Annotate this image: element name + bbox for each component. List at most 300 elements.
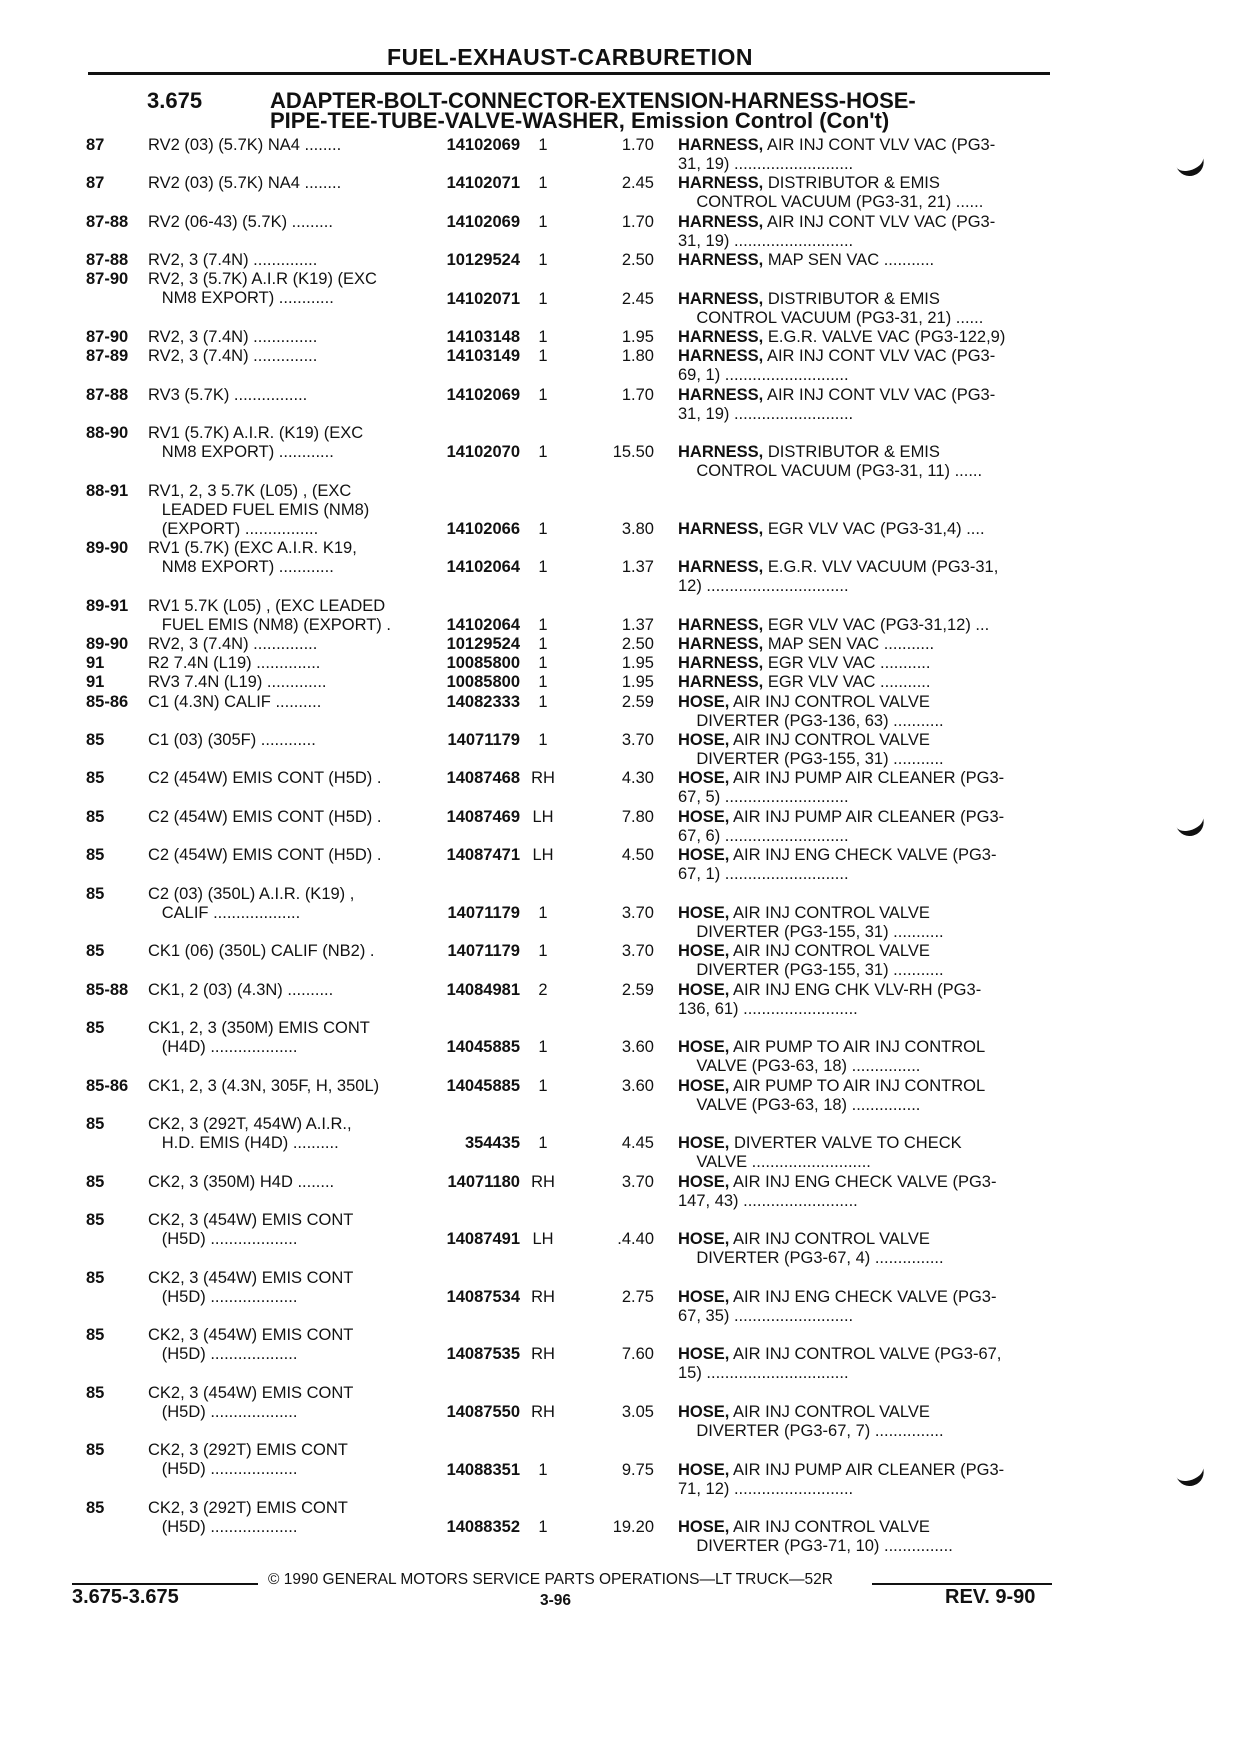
application-description: RV2, 3 (7.4N) .............. [148, 251, 318, 270]
price: 2.75 [621, 1287, 654, 1306]
model-year: 85 [86, 1383, 105, 1402]
price: 1.70 [621, 136, 654, 154]
application-description: CK2, 3 (292T) EMIS CONT (H5D) ................... [148, 1441, 348, 1479]
model-year: 85 [86, 1172, 105, 1191]
part-number: 14087550 [446, 1402, 520, 1421]
copyright: © 1990 GENERAL MOTORS SERVICE PARTS OPERATIONS—LT TRUCK—52R [268, 1571, 833, 1588]
quantity: RH [531, 769, 555, 788]
part-name-keyword: HARNESS, [678, 654, 764, 673]
part-name [678, 558, 1043, 596]
quantity: LH [532, 846, 554, 865]
part-row [0, 1384, 1255, 1442]
price: 3.70 [621, 1172, 654, 1191]
part-number: 14045885 [446, 1038, 520, 1057]
part-name [678, 635, 1043, 654]
model-year: 87 [86, 136, 105, 154]
part-name [678, 443, 1043, 481]
part-name-detail: EGR VLV VAC (PG3-31,4) .... [763, 519, 985, 538]
model-year: 88-90 [86, 423, 129, 442]
part-name-keyword: HARNESS, [678, 519, 764, 538]
part-name [678, 136, 1043, 174]
model-year: 87 [86, 174, 105, 193]
quantity: 1 [538, 1038, 548, 1057]
part-name-keyword: HOSE, [678, 1287, 730, 1306]
part-name-detail: AIR INJ CONTROL VALVE DIVERTER (PG3-155, 31) ........... [696, 942, 944, 980]
part-name [678, 616, 1043, 635]
application-description: RV2, 3 (5.7K) A.I.R (K19) (EXC NM8 EXPORT) ............ [148, 270, 377, 308]
part-number: 10129524 [446, 635, 520, 654]
part-number: 14102069 [446, 212, 520, 231]
part-name-detail: EGR VLV VAC (PG3-31,12) ... [763, 615, 990, 634]
quantity: RH [531, 1172, 555, 1191]
part-row [0, 1211, 1255, 1269]
price: 3.70 [621, 942, 654, 961]
model-year: 85 [86, 1326, 105, 1345]
part-number: 14087468 [446, 769, 520, 788]
part-name-keyword: HOSE, [678, 846, 730, 865]
application-description: RV1 (5.7K) A.I.R. (K19) (EXC NM8 EXPORT) ............ [148, 423, 364, 461]
application-description: C2 (454W) EMIS CONT (H5D) . [148, 769, 382, 788]
part-name-keyword: HOSE, [678, 692, 730, 711]
part-name-keyword: HOSE, [678, 769, 730, 788]
part-name [678, 213, 1043, 251]
model-year: 85-86 [86, 692, 129, 711]
part-name [678, 942, 1043, 980]
part-name-detail: AIR INJ ENG CHK VLV-RH (PG3- 136, 61) ......................... [678, 980, 982, 1018]
part-name-detail: AIR PUMP TO AIR INJ CONTROL VALVE (PG3-63, 18) ............... [696, 1038, 986, 1076]
quantity: 1 [538, 385, 548, 404]
quantity: RH [531, 1402, 555, 1421]
part-name-keyword: HARNESS, [678, 635, 764, 654]
quantity: 1 [538, 1518, 548, 1537]
part-name [678, 347, 1043, 385]
parts-list [0, 136, 1255, 1557]
part-name [678, 1345, 1043, 1383]
part-name-detail: DISTRIBUTOR & EMIS CONTROL VACUUM (PG3-31, 21) ...... [696, 289, 984, 327]
model-year: 85-86 [86, 1076, 129, 1095]
part-name [678, 386, 1043, 424]
application-description: C2 (03) (350L) A.I.R. (K19) , CALIF ................... [148, 884, 355, 922]
part-name [678, 1038, 1043, 1076]
quantity: 1 [538, 174, 548, 193]
price: 3.70 [621, 731, 654, 750]
part-row [0, 1173, 1255, 1211]
price: 1.95 [621, 327, 654, 346]
part-name-detail: AIR PUMP TO AIR INJ CONTROL VALVE (PG3-63, 18) ............... [696, 1076, 986, 1114]
application-description: C1 (03) (305F) ............ [148, 731, 316, 750]
part-number: 354435 [464, 1134, 520, 1153]
part-name-detail: AIR INJ PUMP AIR CLEANER (PG3- 67, 6) ........................... [678, 807, 1005, 845]
quantity: 1 [538, 289, 548, 308]
model-year: 88-91 [86, 481, 129, 500]
part-name-detail: AIR INJ PUMP AIR CLEANER (PG3- 67, 5) ........................... [678, 769, 1005, 807]
part-row [0, 885, 1255, 943]
part-name-detail: AIR INJ ENG CHECK VALVE (PG3- 67, 35) .......................... [678, 1287, 997, 1325]
application-description: RV2 (03) (5.7K) NA4 ........ [148, 136, 342, 154]
part-name-keyword: HOSE, [678, 1230, 730, 1249]
part-name [678, 520, 1043, 539]
model-year: 87-90 [86, 327, 129, 346]
part-name-keyword: HOSE, [678, 1134, 730, 1153]
price: 7.80 [621, 807, 654, 826]
part-name-detail: EGR VLV VAC ........... [763, 654, 931, 673]
price: 2.59 [621, 980, 654, 999]
part-row [0, 482, 1255, 540]
part-number: 14102069 [446, 136, 520, 154]
part-name [678, 769, 1043, 807]
part-name-keyword: HOSE, [678, 942, 730, 961]
part-name-keyword: HARNESS, [678, 385, 764, 404]
part-name-detail: AIR INJ CONTROL VALVE DIVERTER (PG3-67, 4) ............... [696, 1230, 944, 1268]
part-number: 14084981 [446, 980, 520, 999]
part-name-keyword: HARNESS, [678, 327, 764, 346]
part-row [0, 213, 1255, 251]
model-year: 85 [86, 884, 105, 903]
model-year: 87-89 [86, 347, 129, 366]
part-number: 14102069 [446, 385, 520, 404]
application-description: RV2 (06-43) (5.7K) ......... [148, 212, 333, 231]
part-name-keyword: HARNESS, [678, 174, 764, 193]
part-name-keyword: HARNESS, [678, 673, 764, 692]
application-description: CK2, 3 (292T) EMIS CONT (H5D) ................... [148, 1498, 348, 1536]
part-row [0, 328, 1255, 347]
footer-rule-left [72, 1583, 258, 1585]
part-name-detail: AIR INJ ENG CHECK VALVE (PG3- 67, 1) ........................... [678, 846, 997, 884]
price: 15.50 [612, 443, 654, 462]
quantity: 1 [538, 558, 548, 577]
group-title-line1: ADAPTER-BOLT-CONNECTOR-EXTENSION-HARNESS-HOSE- [270, 88, 916, 113]
part-name-keyword: HARNESS, [678, 615, 764, 634]
part-number: 14087535 [446, 1345, 520, 1364]
price: 2.50 [621, 251, 654, 270]
quantity: 1 [538, 251, 548, 270]
part-name [678, 1403, 1043, 1441]
part-name [678, 1230, 1043, 1268]
quantity: 1 [538, 615, 548, 634]
part-row [0, 846, 1255, 884]
application-description: RV1 (5.7K) (EXC A.I.R. K19, NM8 EXPORT) ............ [148, 539, 357, 577]
part-name-keyword: HOSE, [678, 1345, 730, 1364]
quantity: RH [531, 1345, 555, 1364]
part-name-detail: AIR INJ CONT VLV VAC (PG3- 69, 1) ........................... [678, 347, 996, 385]
part-row [0, 1115, 1255, 1173]
part-name [678, 693, 1043, 731]
quantity: 1 [538, 519, 548, 538]
part-number: 14071179 [447, 942, 520, 961]
part-name-keyword: HARNESS, [678, 347, 764, 366]
part-row [0, 654, 1255, 673]
part-row [0, 347, 1255, 385]
quantity: 1 [538, 443, 548, 462]
model-year: 85 [86, 1114, 105, 1133]
application-description: CK2, 3 (454W) EMIS CONT (H5D) ................... [148, 1383, 354, 1421]
part-name-keyword: HOSE, [678, 980, 730, 999]
price: 3.05 [621, 1402, 654, 1421]
part-name [678, 1077, 1043, 1115]
part-name [678, 1173, 1043, 1211]
quantity: 1 [538, 347, 548, 366]
price: 2.45 [621, 289, 654, 308]
part-number: 14102070 [446, 443, 520, 462]
part-row [0, 1441, 1255, 1499]
quantity: RH [531, 1287, 555, 1306]
part-name-keyword: HOSE, [678, 903, 730, 922]
application-description: RV2 (03) (5.7K) NA4 ........ [148, 174, 342, 193]
price: .4.40 [617, 1230, 654, 1249]
group-title-line2: PIPE-TEE-TUBE-VALVE-WASHER, Emission Control (Con't) [270, 108, 890, 133]
part-row [0, 1499, 1255, 1557]
part-number: 14102066 [446, 519, 520, 538]
part-name [678, 1288, 1043, 1326]
price: 1.80 [621, 347, 654, 366]
part-number: 14102071 [446, 289, 520, 308]
price: 2.45 [621, 174, 654, 193]
part-number: 14088352 [446, 1518, 520, 1537]
part-row [0, 1077, 1255, 1115]
part-name [678, 290, 1043, 328]
revision: REV. 9-90 [945, 1586, 1036, 1608]
part-number: 14087491 [446, 1230, 520, 1249]
quantity: 1 [538, 673, 548, 692]
part-name-detail: DISTRIBUTOR & EMIS CONTROL VACUUM (PG3-31, 11) ...... [696, 443, 983, 481]
model-year: 85 [86, 1018, 105, 1037]
part-name [678, 846, 1043, 884]
part-number: 10129524 [446, 251, 520, 270]
part-name-detail: DIVERTER VALVE TO CHECK VALVE .......................... [696, 1134, 962, 1172]
part-name-detail: AIR INJ CONTROL VALVE DIVERTER (PG3-71, 10) ............... [696, 1518, 953, 1556]
part-name-detail: AIR INJ CONTROL VALVE DIVERTER (PG3-155, 31) ........... [696, 731, 944, 769]
part-row [0, 174, 1255, 212]
price: 4.30 [621, 769, 654, 788]
application-description: RV2, 3 (7.4N) .............. [148, 327, 318, 346]
quantity: 1 [538, 692, 548, 711]
model-year: 87-88 [86, 385, 129, 404]
part-number: 14087469 [446, 807, 520, 826]
part-name-detail: EGR VLV VAC ........... [763, 673, 931, 692]
application-description: RV2, 3 (7.4N) .............. [148, 347, 318, 366]
model-year: 85 [86, 807, 105, 826]
part-name-keyword: HARNESS, [678, 443, 764, 462]
application-description: RV3 7.4N (L19) ............. [148, 673, 327, 692]
application-description: RV2, 3 (7.4N) .............. [148, 635, 318, 654]
part-number: 14087534 [446, 1287, 520, 1306]
model-year: 85 [86, 1441, 105, 1460]
part-row [0, 270, 1255, 328]
part-name [678, 1461, 1043, 1499]
application-description: C2 (454W) EMIS CONT (H5D) . [148, 846, 382, 865]
part-name-keyword: HARNESS, [678, 136, 764, 154]
part-number: 14071179 [447, 731, 520, 750]
quantity: LH [532, 807, 554, 826]
price: 1.70 [621, 385, 654, 404]
section-title: FUEL-EXHAUST-CARBURETION [387, 44, 753, 70]
part-name-keyword: HARNESS, [678, 251, 764, 270]
part-number: 14102064 [446, 615, 520, 634]
part-name-detail: AIR INJ CONT VLV VAC (PG3- 31, 19) .......................... [678, 212, 996, 250]
quantity: 1 [538, 635, 548, 654]
part-name [678, 673, 1043, 692]
model-year: 87-88 [86, 212, 129, 231]
application-description: CK2, 3 (454W) EMIS CONT (H5D) ................... [148, 1210, 354, 1248]
price: 2.59 [621, 692, 654, 711]
part-name-detail: AIR INJ CONT VLV VAC (PG3- 31, 19) .......................... [678, 385, 996, 423]
application-description: CK2, 3 (350M) H4D ........ [148, 1172, 335, 1191]
application-description: CK1, 2, 3 (4.3N, 305F, H, 350L) [148, 1076, 380, 1095]
application-description: CK2, 3 (454W) EMIS CONT (H5D) ................... [148, 1268, 354, 1306]
price: 1.70 [621, 212, 654, 231]
model-year: 85 [86, 846, 105, 865]
model-year: 85 [86, 1268, 105, 1287]
part-name-keyword: HOSE, [678, 1460, 730, 1479]
part-name-detail: AIR INJ CONT VLV VAC (PG3- 31, 19) .......................... [678, 136, 996, 173]
quantity: 1 [538, 942, 548, 961]
quantity: LH [532, 1230, 554, 1249]
part-number: 14102064 [446, 558, 520, 577]
price: 3.60 [621, 1038, 654, 1057]
model-year: 89-91 [86, 596, 129, 615]
part-name-keyword: HOSE, [678, 1172, 730, 1191]
application-description: RV3 (5.7K) ................ [148, 385, 308, 404]
model-year: 85 [86, 1210, 105, 1229]
part-name-detail: AIR INJ CONTROL VALVE DIVERTER (PG3-67, 7) ............... [696, 1402, 944, 1440]
part-row [0, 1019, 1255, 1077]
application-description: R2 7.4N (L19) .............. [148, 654, 321, 673]
part-number: 10085800 [446, 673, 520, 692]
part-number: 14071179 [447, 903, 520, 922]
part-number: 14088351 [446, 1460, 520, 1479]
part-name-detail: AIR INJ CONTROL VALVE (PG3-67, 15) ............................... [678, 1345, 1002, 1383]
model-year: 85 [86, 731, 105, 750]
part-name-detail: E.G.R. VALVE VAC (PG3-122,9) [763, 327, 1006, 346]
part-name-keyword: HOSE, [678, 1038, 730, 1057]
model-year: 91 [86, 673, 105, 692]
price: 1.95 [621, 673, 654, 692]
section-range: 3.675-3.675 [72, 1586, 179, 1608]
price: 1.37 [621, 615, 654, 634]
model-year: 89-90 [86, 539, 129, 558]
quantity: 1 [538, 903, 548, 922]
part-name-keyword: HOSE, [678, 731, 730, 750]
model-year: 85 [86, 1498, 105, 1517]
part-row [0, 1269, 1255, 1327]
price: 3.70 [621, 903, 654, 922]
part-name [678, 174, 1043, 212]
part-name [678, 808, 1043, 846]
part-row [0, 539, 1255, 597]
part-name-keyword: HARNESS, [678, 212, 764, 231]
part-row [0, 673, 1255, 692]
group-number: 3.675 [147, 88, 203, 113]
application-description: CK1 (06) (350L) CALIF (NB2) . [148, 942, 375, 961]
part-row [0, 731, 1255, 769]
part-number: 14103148 [446, 327, 520, 346]
application-description: CK2, 3 (454W) EMIS CONT (H5D) ................... [148, 1326, 354, 1364]
price: 2.50 [621, 635, 654, 654]
model-year: 85-88 [86, 980, 129, 999]
part-name-keyword: HARNESS, [678, 558, 764, 577]
quantity: 1 [538, 212, 548, 231]
part-name-detail: DISTRIBUTOR & EMIS CONTROL VACUUM (PG3-31, 21) ...... [696, 174, 984, 212]
quantity: 1 [538, 136, 548, 154]
quantity: 1 [538, 731, 548, 750]
price: 4.50 [621, 846, 654, 865]
part-row [0, 981, 1255, 1019]
part-name [678, 981, 1043, 1019]
quantity: 1 [538, 327, 548, 346]
part-name-detail: AIR INJ CONTROL VALVE DIVERTER (PG3-155, 31) ........... [696, 903, 944, 941]
application-description: CK2, 3 (292T, 454W) A.I.R., H.D. EMIS (H4D) .......... [148, 1114, 352, 1152]
model-year: 85 [86, 942, 105, 961]
part-name [678, 904, 1043, 942]
application-description: RV1 5.7K (L05) , (EXC LEADED FUEL EMIS (NM8) (EXPORT) . [148, 596, 391, 634]
application-description: CK1, 2, 3 (350M) EMIS CONT (H4D) ................... [148, 1018, 370, 1056]
part-number: 14102071 [446, 174, 520, 193]
application-description: RV1, 2, 3 5.7K (L05) , (EXC LEADED FUEL EMIS (NM8) (EXPORT) ................ [148, 481, 370, 538]
part-name [678, 654, 1043, 673]
price: 7.60 [621, 1345, 654, 1364]
part-name [678, 1134, 1043, 1172]
part-row [0, 769, 1255, 807]
part-row [0, 942, 1255, 980]
part-row [0, 635, 1255, 654]
part-name-keyword: HOSE, [678, 1518, 730, 1537]
part-name-detail: E.G.R. VLV VACUUM (PG3-31, 12) ............................... [678, 558, 999, 596]
model-year: 89-90 [86, 635, 129, 654]
price: 9.75 [621, 1460, 654, 1479]
quantity: 1 [538, 1076, 548, 1095]
application-description: C2 (454W) EMIS CONT (H5D) . [148, 807, 382, 826]
part-row [0, 1326, 1255, 1384]
price: 4.45 [621, 1134, 654, 1153]
application-description: C1 (4.3N) CALIF .......... [148, 692, 322, 711]
price: 1.37 [621, 558, 654, 577]
price: 19.20 [612, 1518, 654, 1537]
part-name-detail: MAP SEN VAC ........... [763, 251, 935, 270]
part-number: 14071180 [447, 1172, 520, 1191]
footer-rule-right [872, 1583, 1052, 1585]
part-number: 14087471 [446, 846, 520, 865]
part-row [0, 597, 1255, 635]
part-row [0, 693, 1255, 731]
page-number: 3-96 [540, 1592, 572, 1609]
quantity: 1 [538, 654, 548, 673]
part-row [0, 386, 1255, 424]
model-year: 87-90 [86, 270, 129, 289]
price: 3.60 [621, 1076, 654, 1095]
part-name-keyword: HOSE, [678, 1402, 730, 1421]
quantity: 2 [538, 980, 548, 999]
part-name [678, 328, 1043, 347]
part-number: 14045885 [446, 1076, 520, 1095]
model-year: 85 [86, 769, 105, 788]
part-name-detail: MAP SEN VAC ........... [763, 635, 935, 654]
part-row [0, 136, 1255, 174]
part-name-keyword: HOSE, [678, 1076, 730, 1095]
application-description: CK1, 2 (03) (4.3N) .......... [148, 980, 334, 999]
part-name-keyword: HOSE, [678, 807, 730, 826]
part-name [678, 731, 1043, 769]
price: 3.80 [621, 519, 654, 538]
part-row [0, 808, 1255, 846]
part-name [678, 1518, 1043, 1556]
quantity: 1 [538, 1134, 548, 1153]
part-name-keyword: HARNESS, [678, 289, 764, 308]
quantity: 1 [538, 1460, 548, 1479]
part-number: 14103149 [446, 347, 520, 366]
part-row [0, 424, 1255, 482]
part-row [0, 251, 1255, 270]
part-name-detail: AIR INJ CONTROL VALVE DIVERTER (PG3-136, 63) ........... [696, 692, 944, 730]
